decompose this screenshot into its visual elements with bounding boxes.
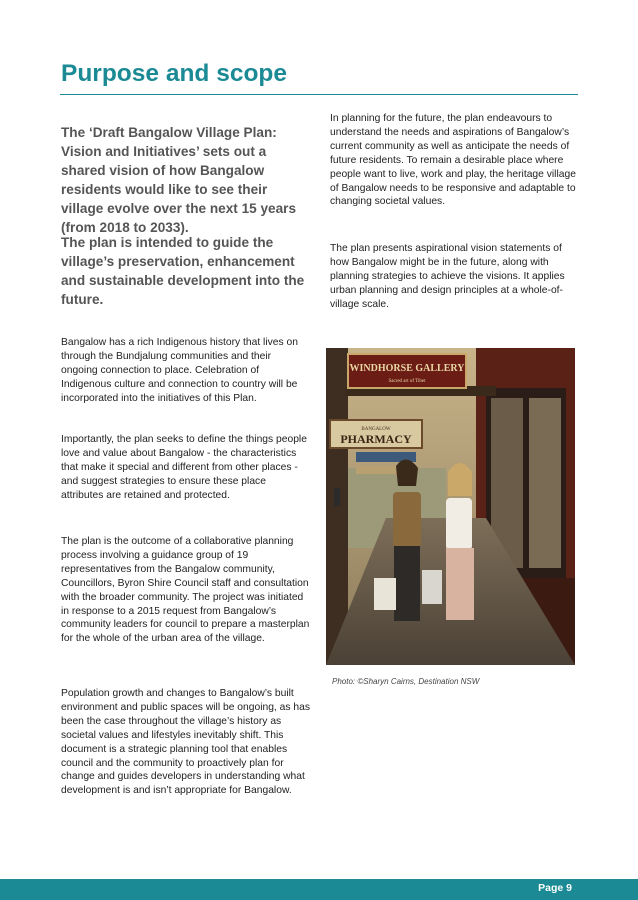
lead-statement-purpose: The plan is intended to guide the village’s preservation, enhancement and sustainable development into the future. bbox=[61, 235, 305, 307]
title-underline bbox=[60, 94, 578, 95]
footer-bar bbox=[0, 879, 638, 900]
page-number: Page 9 bbox=[538, 882, 572, 894]
paragraph-vision-statements: The plan presents aspirational vision statements of how Bangalow might be in the future, along with planning strategies to achieve the visions. It applies urban planning and design principles at a whole-of-village scale. bbox=[330, 243, 565, 310]
page-title: Purpose and scope bbox=[61, 60, 288, 87]
pharmacy-sign-text: PHARMACY bbox=[340, 432, 412, 446]
street-photo bbox=[326, 348, 575, 665]
paragraph-future-needs: In planning for the future, the plan endeavours to understand the needs and aspirations of Bangalow’s current community as well as anticipate the needs of future residents. To remain a desirable place where people want to live, work and play, the heritage village of Bangalow needs to be responsive and adaptable to changing societal values. bbox=[330, 113, 576, 208]
lead-statement-vision: The ‘Draft Bangalow Village Plan: Vision and Initiatives’ sets out a shared vision of how Bangalow residents would like to see their village evolve over the next 15 years (from 2018 to 2033). bbox=[61, 125, 297, 235]
paragraph-population-growth: Population growth and changes to Bangalow’s built environment and public spaces will be ongoing, as has been the case throughout the village’s history as societal values and lifestyles inevitably shift. This document is a strategic planning tool that enables council and the community to proactively plan for change and guides developers in understanding what development is and isn’t appropriate for Bangalow. bbox=[61, 688, 310, 797]
gallery-sign-subtext: Sacred art of Tibet bbox=[388, 379, 426, 384]
gallery-sign-text: WINDHORSE GALLERY bbox=[349, 363, 465, 374]
pharmacy-sign-small-text: BANGALOW bbox=[361, 427, 391, 432]
photo-caption: Photo: ©Sharyn Cairns, Destination NSW bbox=[332, 677, 480, 686]
paragraph-place-attributes: Importantly, the plan seeks to define the things people love and value about Bangalow - the characteristics that make it special and different from other places - and suggest strategies to ensure these place attributes are retained and protected. bbox=[61, 434, 307, 501]
paragraph-indigenous-history: Bangalow has a rich Indigenous history that lives on through the Bundjalung communities and their ongoing connection to place. Celebration of Indigenous culture and connection to country will be incorporated into the initiatives of this Plan. bbox=[61, 337, 298, 404]
paragraph-planning-process: The plan is the outcome of a collaborative planning process involving a guidance group of 19 representatives from the Bangalow community, Councillors, Byron Shire Council staff and consultation with the broader community. The project was initiated in response to a 2015 request from Bangalow’s community leaders for council to prepare a masterplan for the whole of the urban area of the village. bbox=[61, 536, 310, 645]
